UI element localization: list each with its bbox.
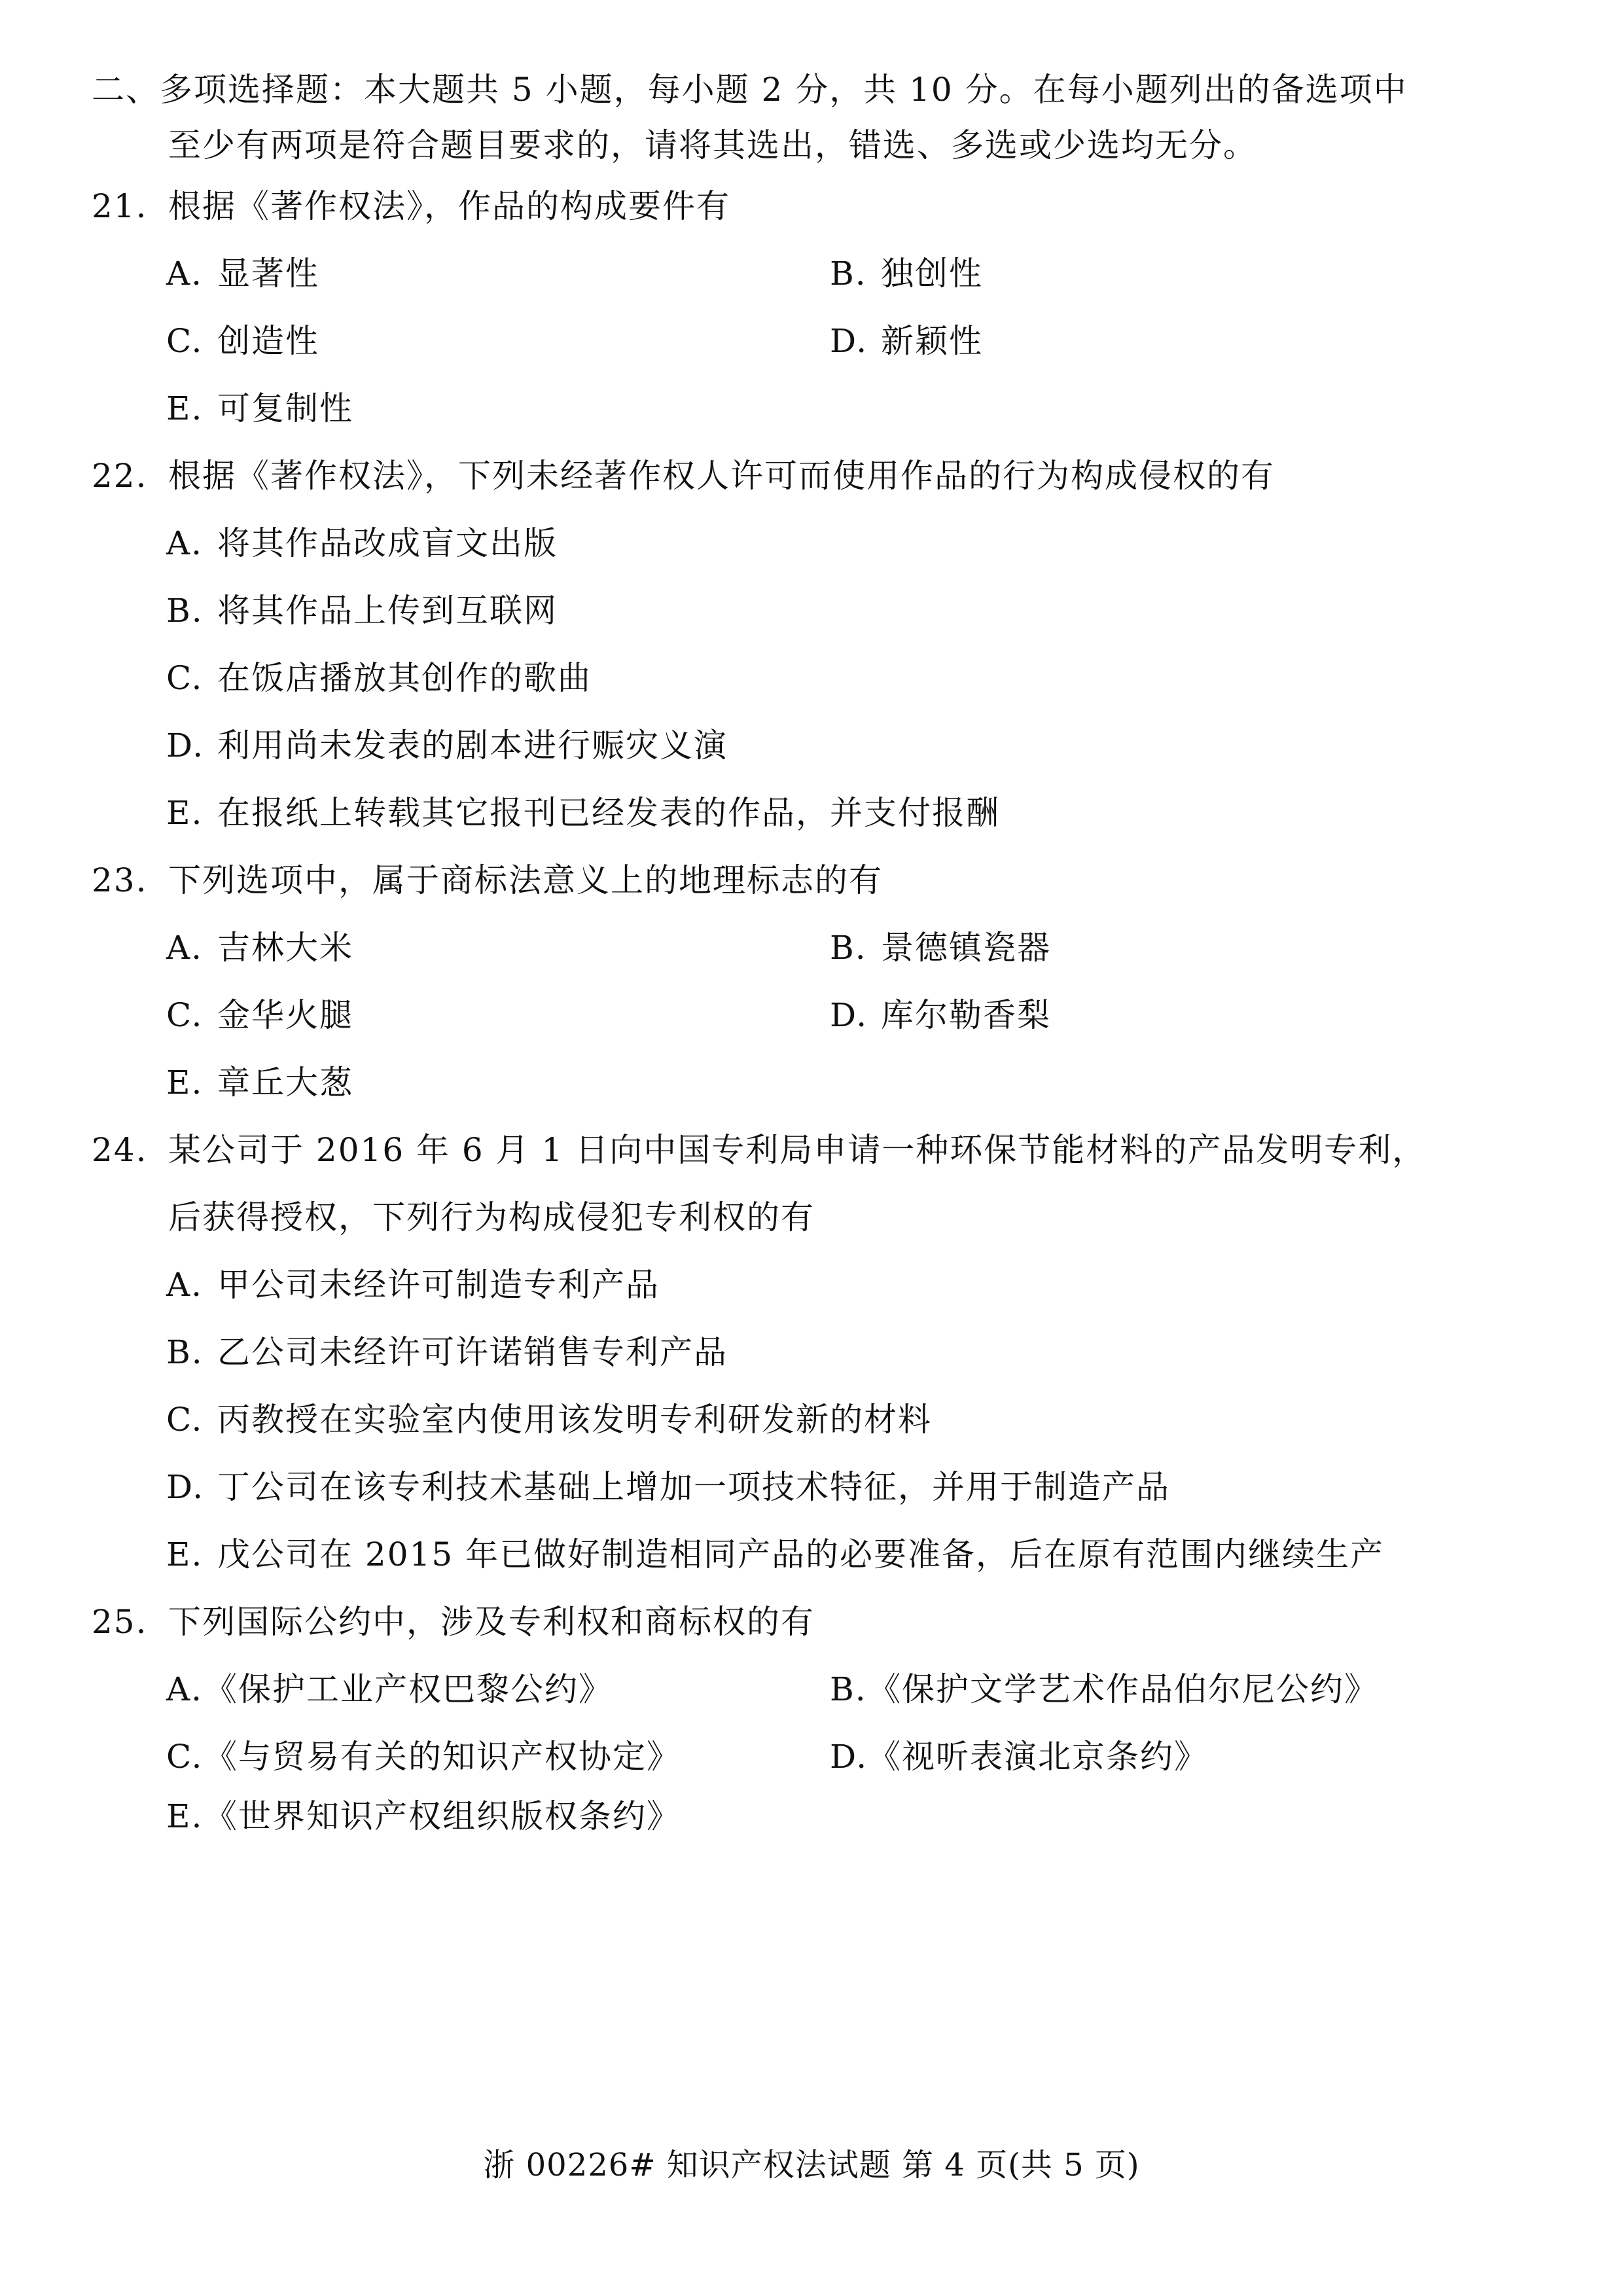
option-letter: B. [830, 929, 867, 967]
option-letter: D. [166, 726, 205, 764]
option-text: 将其作品改成盲文出版 [217, 524, 558, 562]
option-letter: C. [166, 1401, 204, 1439]
question-stem: 下列国际公约中，涉及专利权和商标权的有 [168, 1603, 815, 1641]
option-letter: A. [166, 1266, 204, 1304]
question-24-continued [168, 1198, 815, 1237]
question-21 [92, 187, 730, 226]
option-21-b[interactable] [830, 254, 983, 293]
question-number: 22. [92, 457, 148, 495]
section-heading [92, 70, 1408, 109]
option-text: 创造性 [217, 322, 319, 360]
option-letter: A. [166, 929, 204, 967]
option-23-d[interactable] [830, 996, 1051, 1035]
option-text: 吉林大米 [217, 929, 353, 967]
option-text: 《保护工业产权巴黎公约》 [204, 1670, 613, 1708]
option-letter: E. [166, 794, 204, 832]
option-21-c[interactable] [166, 321, 319, 361]
option-22-e[interactable] [166, 793, 1000, 833]
option-letter: A. [166, 255, 204, 293]
option-text: 在饭店播放其创作的歌曲 [217, 659, 592, 697]
option-letter: C. [166, 322, 204, 360]
option-22-c[interactable] [166, 658, 592, 698]
option-text: 将其作品上传到互联网 [217, 592, 558, 630]
question-stem: 根据《著作权法》，下列未经著作权人许可而使用作品的行为构成侵权的有 [168, 457, 1275, 495]
page-footer [0, 2145, 1623, 2185]
option-text: 戊公司在 2015 年已做好制造相同产品的必要准备，后在原有范围内继续生产 [217, 1535, 1385, 1573]
option-text: 《世界知识产权组织版权条约》 [204, 1797, 681, 1835]
option-text: 金华火腿 [217, 996, 353, 1034]
option-letter: A. [166, 524, 204, 562]
option-text: 丁公司在该专利技术基础上增加一项技术特征，并用于制造产品 [217, 1468, 1170, 1506]
option-letter: E. [166, 1064, 204, 1102]
option-text: 新颖性 [881, 322, 983, 360]
option-22-b[interactable] [166, 591, 558, 630]
option-letter: C. [166, 659, 204, 697]
question-stem: 根据《著作权法》，作品的构成要件有 [168, 187, 730, 225]
option-text: 《与贸易有关的知识产权协定》 [204, 1738, 681, 1776]
option-25-c[interactable] [166, 1737, 681, 1776]
option-text: 《视听表演北京条约》 [868, 1738, 1208, 1776]
option-21-a[interactable] [166, 254, 319, 293]
option-24-e[interactable] [166, 1535, 1384, 1574]
option-letter: A. [166, 1670, 204, 1708]
section-heading-line1: 二、多项选择题：本大题共 5 小题，每小题 2 分，共 10 分。在每小题列出的备选项中 [92, 71, 1408, 109]
option-text: 甲公司未经许可制造专利产品 [217, 1266, 660, 1304]
option-25-b[interactable] [830, 1670, 1378, 1709]
option-letter: B. [830, 255, 867, 293]
option-text: 章丘大葱 [217, 1064, 353, 1102]
option-25-e[interactable] [166, 1797, 681, 1836]
question-number: 21. [92, 187, 148, 225]
option-text: 乙公司未经许可许诺销售专利产品 [217, 1333, 728, 1371]
option-letter: E. [166, 1797, 204, 1835]
option-text: 丙教授在实验室内使用该发明专利研发新的材料 [217, 1401, 932, 1439]
option-letter: B. [830, 1670, 867, 1708]
option-24-a[interactable] [166, 1265, 660, 1304]
option-21-e[interactable] [166, 389, 353, 428]
option-letter: D. [830, 1738, 868, 1776]
option-23-c[interactable] [166, 996, 353, 1035]
option-23-b[interactable] [830, 928, 1051, 967]
question-stem-continued: 后获得授权，下列行为构成侵犯专利权的有 [168, 1198, 815, 1236]
option-letter: E. [166, 1535, 204, 1573]
option-24-c[interactable] [166, 1400, 932, 1439]
option-25-a[interactable] [166, 1670, 613, 1709]
question-number: 24. [92, 1131, 148, 1169]
option-text: 库尔勒香梨 [881, 996, 1051, 1034]
option-22-a[interactable] [166, 524, 558, 563]
option-text: 利用尚未发表的剧本进行赈灾义演 [217, 726, 728, 764]
option-letter: E. [166, 389, 204, 427]
option-text: 在报纸上转载其它报刊已经发表的作品，并支付报酬 [217, 794, 1000, 832]
question-stem: 某公司于 2016 年 6 月 1 日向中国专利局申请一种环保节能材料的产品发明专利， [168, 1131, 1427, 1169]
option-23-e[interactable] [166, 1063, 353, 1102]
question-23 [92, 861, 883, 900]
option-letter: C. [166, 1738, 204, 1776]
option-letter: C. [166, 996, 204, 1034]
question-number: 23. [92, 861, 148, 899]
section-heading-line2: 至少有两项是符合题目要求的，请将其选出，错选、多选或少选均无分。 [168, 126, 1257, 164]
option-text: 《保护文学艺术作品伯尔尼公约》 [868, 1670, 1378, 1708]
option-text: 景德镇瓷器 [881, 929, 1051, 967]
option-letter: B. [166, 1333, 204, 1371]
option-24-d[interactable] [166, 1467, 1170, 1507]
option-25-d[interactable] [830, 1737, 1208, 1776]
option-letter: D. [830, 322, 868, 360]
option-letter: D. [830, 996, 868, 1034]
option-22-d[interactable] [166, 726, 728, 765]
section-heading-continued [168, 126, 1257, 165]
question-25 [92, 1602, 815, 1641]
option-text: 独创性 [881, 255, 983, 293]
option-text: 可复制性 [217, 389, 353, 427]
question-24 [92, 1130, 1426, 1170]
option-21-d[interactable] [830, 321, 983, 361]
option-letter: D. [166, 1468, 205, 1506]
option-24-b[interactable] [166, 1333, 728, 1372]
question-stem: 下列选项中，属于商标法意义上的地理标志的有 [168, 861, 883, 899]
option-text: 显著性 [217, 255, 319, 293]
footer-text: 浙 00226# 知识产权法试题 第 4 页(共 5 页) [483, 2147, 1140, 2183]
question-number: 25. [92, 1603, 148, 1641]
option-23-a[interactable] [166, 928, 353, 967]
option-letter: B. [166, 592, 204, 630]
question-22 [92, 456, 1275, 495]
